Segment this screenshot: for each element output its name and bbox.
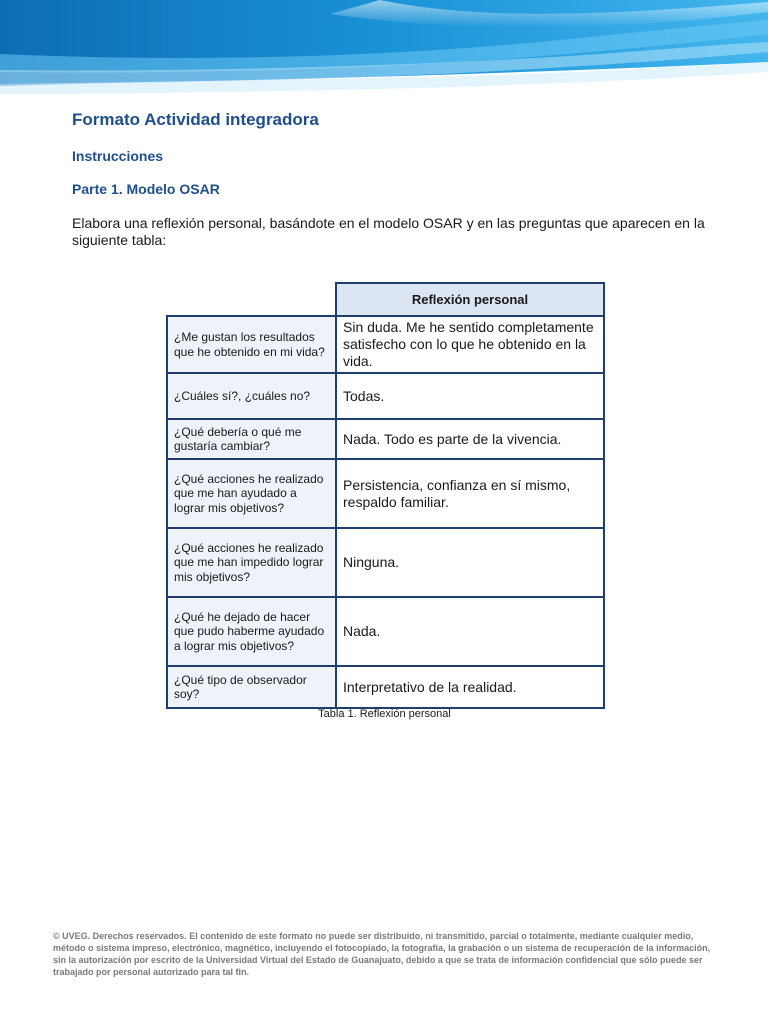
column-header: Reflexión personal xyxy=(336,283,604,316)
table-caption: Tabla 1. Reflexión personal xyxy=(318,708,451,720)
table-corner-cell xyxy=(167,283,336,316)
document-title: Formato Actividad integradora xyxy=(72,110,319,129)
answer-cell: Nada. xyxy=(336,597,604,666)
table-row xyxy=(167,373,604,419)
banner-graphic xyxy=(0,0,768,96)
part-heading: Parte 1. Modelo OSAR xyxy=(72,181,220,197)
question-cell: ¿Cuáles sí?, ¿cuáles no? xyxy=(167,373,336,419)
answer-cell: Sin duda. Me he sentido completamente satisfecho con lo que he obtenido en la vida. xyxy=(336,316,604,373)
question-cell: ¿Qué acciones he realizado que me han ayudado a lograr mis objetivos? xyxy=(167,459,336,528)
table-row xyxy=(167,666,604,708)
answer-cell: Ninguna. xyxy=(336,528,604,597)
question-cell: ¿Qué he dejado de hacer que pudo haberme ayudado a lograr mis objetivos? xyxy=(167,597,336,666)
question-cell: ¿Qué acciones he realizado que me han impedido lograr mis objetivos? xyxy=(167,528,336,597)
table-header-row xyxy=(167,283,604,316)
header-banner xyxy=(0,0,768,96)
instructions-text: Elabora una reflexión personal, basándote en el modelo OSAR y en las preguntas que aparecen en la siguiente tabla: xyxy=(72,215,705,248)
table-row xyxy=(167,316,604,373)
reflection-table xyxy=(166,282,605,709)
answer-cell: Persistencia, confianza en sí mismo, respaldo familiar. xyxy=(336,459,604,528)
table-row xyxy=(167,528,604,597)
answer-cell: Todas. xyxy=(336,373,604,419)
question-cell: ¿Me gustan los resultados que he obtenido en mi vida? xyxy=(167,316,336,373)
table-row xyxy=(167,419,604,459)
question-cell: ¿Qué debería o qué me gustaría cambiar? xyxy=(167,419,336,459)
table-row xyxy=(167,459,604,528)
section-heading: Instrucciones xyxy=(72,148,164,164)
question-cell: ¿Qué tipo de observador soy? xyxy=(167,666,336,708)
table-row xyxy=(167,597,604,666)
answer-cell: Nada. Todo es parte de la vivencia. xyxy=(336,419,604,459)
answer-cell: Interpretativo de la realidad. xyxy=(336,666,604,708)
copyright-footer: © UVEG. Derechos reservados. El contenido de este formato no puede ser distribuido, ni transmitido, parcial o totalmente, mediante cualquier medio, método o sistema impreso, electrónico, magnético, incluyendo el fotocopiado, la fotografía, la grabación o un sistema de recuperación de la información, sin la autorización por escrito de la Universidad Virtual del Estado de Guanajuato, debido a que se trata de información confidencial que sólo puede ser trabajado por personal autorizado para tal fin. xyxy=(53,931,711,977)
